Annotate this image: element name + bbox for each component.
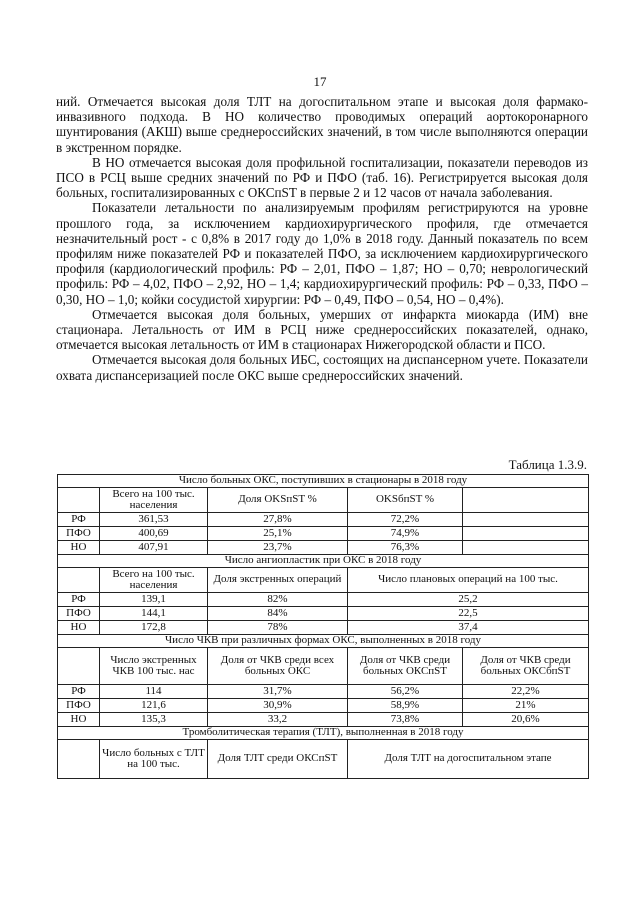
header-cell: Доля OKSпST % [208, 488, 348, 513]
paragraph-3: Показатели летальности по анализируемым профилям регистрируются на уровне прошлого года, за исключением кардиохирургического профиля, где отмечается незначительный рост - с 0,8% в 2017 году до 1,0% в 2018 году. Данный показатель по всем профилям ниже показателей РФ и показателей ПФО, за исключением кардиохирургического профиля (кардиологический профиль: РФ – 2,01, ПФО – 1,87; НО – 0,70; неврологический профиль: РФ – 4,02, ПФО – 2,92, НО – 1,4; кардиохирургический профиль: РФ – 0,33, ПФО – 0,30, НО – 1,0; койки сосудистой хирургии: РФ – 0,49, ПФО – 0,54, НО – 0,4%). [56, 200, 588, 307]
table-cell: 172,8 [100, 621, 208, 635]
table-cell: 84% [208, 607, 348, 621]
section-title-row [58, 727, 589, 740]
header-cell: Число плановых операций на 100 тыс. [348, 568, 589, 593]
region-cell: НО [58, 621, 100, 635]
table-cell: 23,7% [208, 541, 348, 555]
table-cell: 144,1 [100, 607, 208, 621]
table-cell: 22,5 [348, 607, 589, 621]
table-cell: 22,2% [463, 685, 589, 699]
region-cell: РФ [58, 593, 100, 607]
paragraph-2: В НО отмечается высокая доля профильной госпитализации, показатели переводов из ПСО в РСЦ выше средних значений по РФ и ПФО (таб. 16). Регистрируется высокая доля больных, госпитализированных с ОКСпST в первые 2 и 12 часов от начала заболевания. [56, 154, 588, 201]
table-cell: 33,2 [208, 713, 348, 727]
table-cell: 135,3 [100, 713, 208, 727]
table-cell: 78% [208, 621, 348, 635]
header-cell: Доля от ЧКВ среди больных ОКСбпST [463, 648, 589, 685]
section-title: Число больных ОКС, поступивших в стационары в 2018 году [58, 475, 589, 488]
header-cell-empty [58, 648, 100, 685]
section-title: Тромболитическая терапия (ТЛТ), выполненная в 2018 году [58, 727, 589, 740]
table-cell: 25,2 [348, 593, 589, 607]
table-row [58, 527, 589, 541]
body-text [56, 94, 588, 383]
region-cell: НО [58, 713, 100, 727]
table-cell: 121,6 [100, 699, 208, 713]
header-cell: Доля от ЧКВ среди всех больных ОКС [208, 648, 348, 685]
table-cell: 73,8% [348, 713, 463, 727]
table-row [58, 699, 589, 713]
table-cell: 407,91 [100, 541, 208, 555]
table-cell: 21% [463, 699, 589, 713]
table-cell: 74,9% [348, 527, 463, 541]
table-row [58, 685, 589, 699]
header-cell [463, 488, 589, 513]
header-cell: Доля экстренных операций [208, 568, 348, 593]
table-cell: 58,9% [348, 699, 463, 713]
header-row [58, 740, 589, 779]
table-row [58, 713, 589, 727]
table-row [58, 607, 589, 621]
header-cell: Доля от ЧКВ среди больных ОКСпST [348, 648, 463, 685]
header-cell-empty [58, 740, 100, 779]
section-title-row [58, 635, 589, 648]
table-cell [463, 513, 589, 527]
data-table [57, 474, 589, 779]
table-row [58, 593, 589, 607]
section-title-row [58, 475, 589, 488]
table-cell: 31,7% [208, 685, 348, 699]
paragraph-1: ний. Отмечается высокая доля ТЛТ на догоспитальном этапе и высокая доля фармако-инвазивного подхода. В НО количество проводимых операций аортокоронарного шунтирования (АКШ) выше среднероссийских значений, в том числе выполняются операции в экстренном порядке. [56, 94, 588, 155]
region-cell: НО [58, 541, 100, 555]
table-cell: 114 [100, 685, 208, 699]
table-cell: 82% [208, 593, 348, 607]
table-cell: 37,4 [348, 621, 589, 635]
table-cell: 400,69 [100, 527, 208, 541]
header-row [58, 568, 589, 593]
table-cell: 56,2% [348, 685, 463, 699]
paragraph-5: Отмечается высокая доля больных ИБС, состоящих на диспансерном учете. Показатели охвата диспансеризацией после ОКС выше среднероссийских значений. [56, 352, 588, 383]
table-cell [463, 527, 589, 541]
section-title: Число ЧКВ при различных формах ОКС, выполненных в 2018 году [58, 635, 589, 648]
header-cell: Всего на 100 тыс. населения [100, 488, 208, 513]
region-cell: ПФО [58, 527, 100, 541]
table-cell: 76,3% [348, 541, 463, 555]
header-cell: Число больных с ТЛТ на 100 тыс. [100, 740, 208, 779]
header-row [58, 488, 589, 513]
header-cell: Всего на 100 тыс. населения [100, 568, 208, 593]
table-row [58, 513, 589, 527]
header-cell-empty [58, 488, 100, 513]
table-row [58, 621, 589, 635]
header-cell: Доля ТЛТ среди ОКСпST [208, 740, 348, 779]
table-cell [463, 541, 589, 555]
table-cell: 30,9% [208, 699, 348, 713]
region-cell: ПФО [58, 607, 100, 621]
paragraph-4: Отмечается высокая доля больных, умерших от инфаркта миокарда (ИМ) вне стационара. Летальность от ИМ в РСЦ ниже среднероссийских показателей, однако, отмечается высокая летальность от ИМ в стационарах Нижегородской области и ПСО. [56, 306, 588, 353]
table-row [58, 541, 589, 555]
header-cell: Число экстренных ЧКВ 100 тыс. нас [100, 648, 208, 685]
region-cell: ПФО [58, 699, 100, 713]
header-cell: OKSбпST % [348, 488, 463, 513]
region-cell: РФ [58, 685, 100, 699]
header-cell: Доля ТЛТ на догоспитальном этапе [348, 740, 589, 779]
section-title-row [58, 555, 589, 568]
header-row [58, 648, 589, 685]
table-cell: 139,1 [100, 593, 208, 607]
table-cell: 27,8% [208, 513, 348, 527]
table-cell: 20,6% [463, 713, 589, 727]
table-cell: 72,2% [348, 513, 463, 527]
page-number: 17 [313, 74, 327, 89]
header-cell-empty [58, 568, 100, 593]
table-caption: Таблица 1.3.9. [508, 457, 587, 472]
table-cell: 361,53 [100, 513, 208, 527]
region-cell: РФ [58, 513, 100, 527]
section-title: Число ангиопластик при ОКС в 2018 году [58, 555, 589, 568]
table-cell: 25,1% [208, 527, 348, 541]
